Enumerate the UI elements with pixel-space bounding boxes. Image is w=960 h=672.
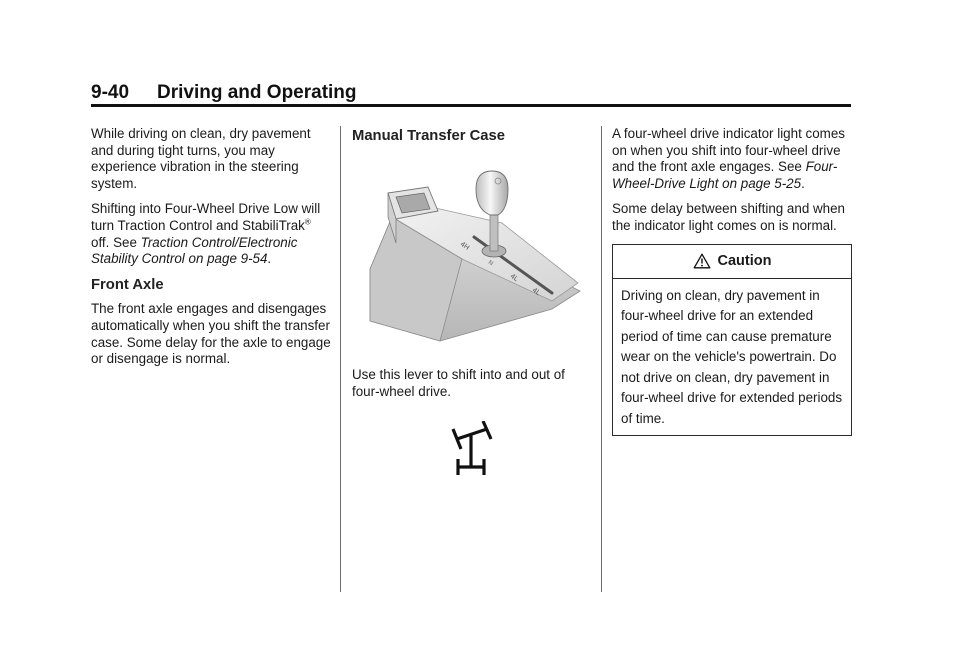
header-rule bbox=[91, 104, 851, 107]
caution-box bbox=[612, 244, 852, 437]
text: off. See bbox=[91, 234, 141, 250]
heading-front-axle: Front Axle bbox=[91, 276, 164, 293]
shifter-label-4l-a: 4L bbox=[508, 272, 520, 283]
page-number: 9-40 bbox=[91, 82, 130, 103]
paragraph: Some delay between shifting and when the indicator light comes on is normal. bbox=[612, 201, 846, 233]
column-right bbox=[612, 126, 852, 436]
page-header bbox=[91, 82, 357, 104]
shifter-label-n: N bbox=[486, 259, 494, 267]
shifter-label-4h: 4H bbox=[458, 240, 471, 252]
cross-reference-link[interactable]: Four-Wheel-Drive Light on page 5-25 bbox=[612, 159, 838, 191]
column-divider bbox=[340, 126, 341, 592]
warning-triangle-icon bbox=[693, 253, 711, 269]
shifter-label-4l-b: 4L bbox=[530, 286, 542, 297]
column-left bbox=[91, 126, 331, 377]
paragraph: Use this lever to shift into and out of four-wheel drive. bbox=[352, 367, 565, 399]
text: Shifting into Four-Wheel Drive Low will turn Traction Control and StabiliTrak bbox=[91, 201, 321, 233]
heading-manual-transfer-case: Manual Transfer Case bbox=[352, 128, 505, 144]
caution-text: Driving on clean, dry pavement in four-wheel drive for an extended period of time can cause premature wear on the vehicle's powertrain. Do not drive on clean, dry pavement in four-wheel drive for extended periods of time. bbox=[621, 287, 843, 426]
paragraph bbox=[612, 126, 852, 192]
column-middle bbox=[352, 126, 592, 488]
text: . bbox=[267, 251, 272, 267]
paragraph: The front axle engages and disengages automatically when you shift the transfer case. Some delay for the axle to engage or disengage is normal. bbox=[91, 301, 331, 367]
text: A four-wheel drive indicator light comes on when you shift into four-wheel drive and the front axle engages. See bbox=[612, 126, 845, 175]
caution-header bbox=[613, 245, 851, 279]
paragraph: While driving on clean, dry pavement and during tight turns, you may experience vibration in the steering system. bbox=[91, 126, 311, 191]
section-title: Driving and Operating bbox=[157, 82, 357, 103]
column-divider bbox=[601, 126, 602, 592]
text: . bbox=[801, 175, 805, 191]
four-wheel-drive-axle-icon bbox=[352, 421, 592, 483]
caution-body bbox=[613, 279, 851, 436]
transfer-case-shifter-illustration bbox=[352, 159, 592, 351]
caution-title: Caution bbox=[717, 252, 772, 269]
paragraph bbox=[91, 201, 331, 267]
cross-reference-link[interactable]: Traction Control/Electronic Stability Control on page 9-54 bbox=[91, 234, 298, 267]
registered-mark: ® bbox=[304, 217, 311, 227]
